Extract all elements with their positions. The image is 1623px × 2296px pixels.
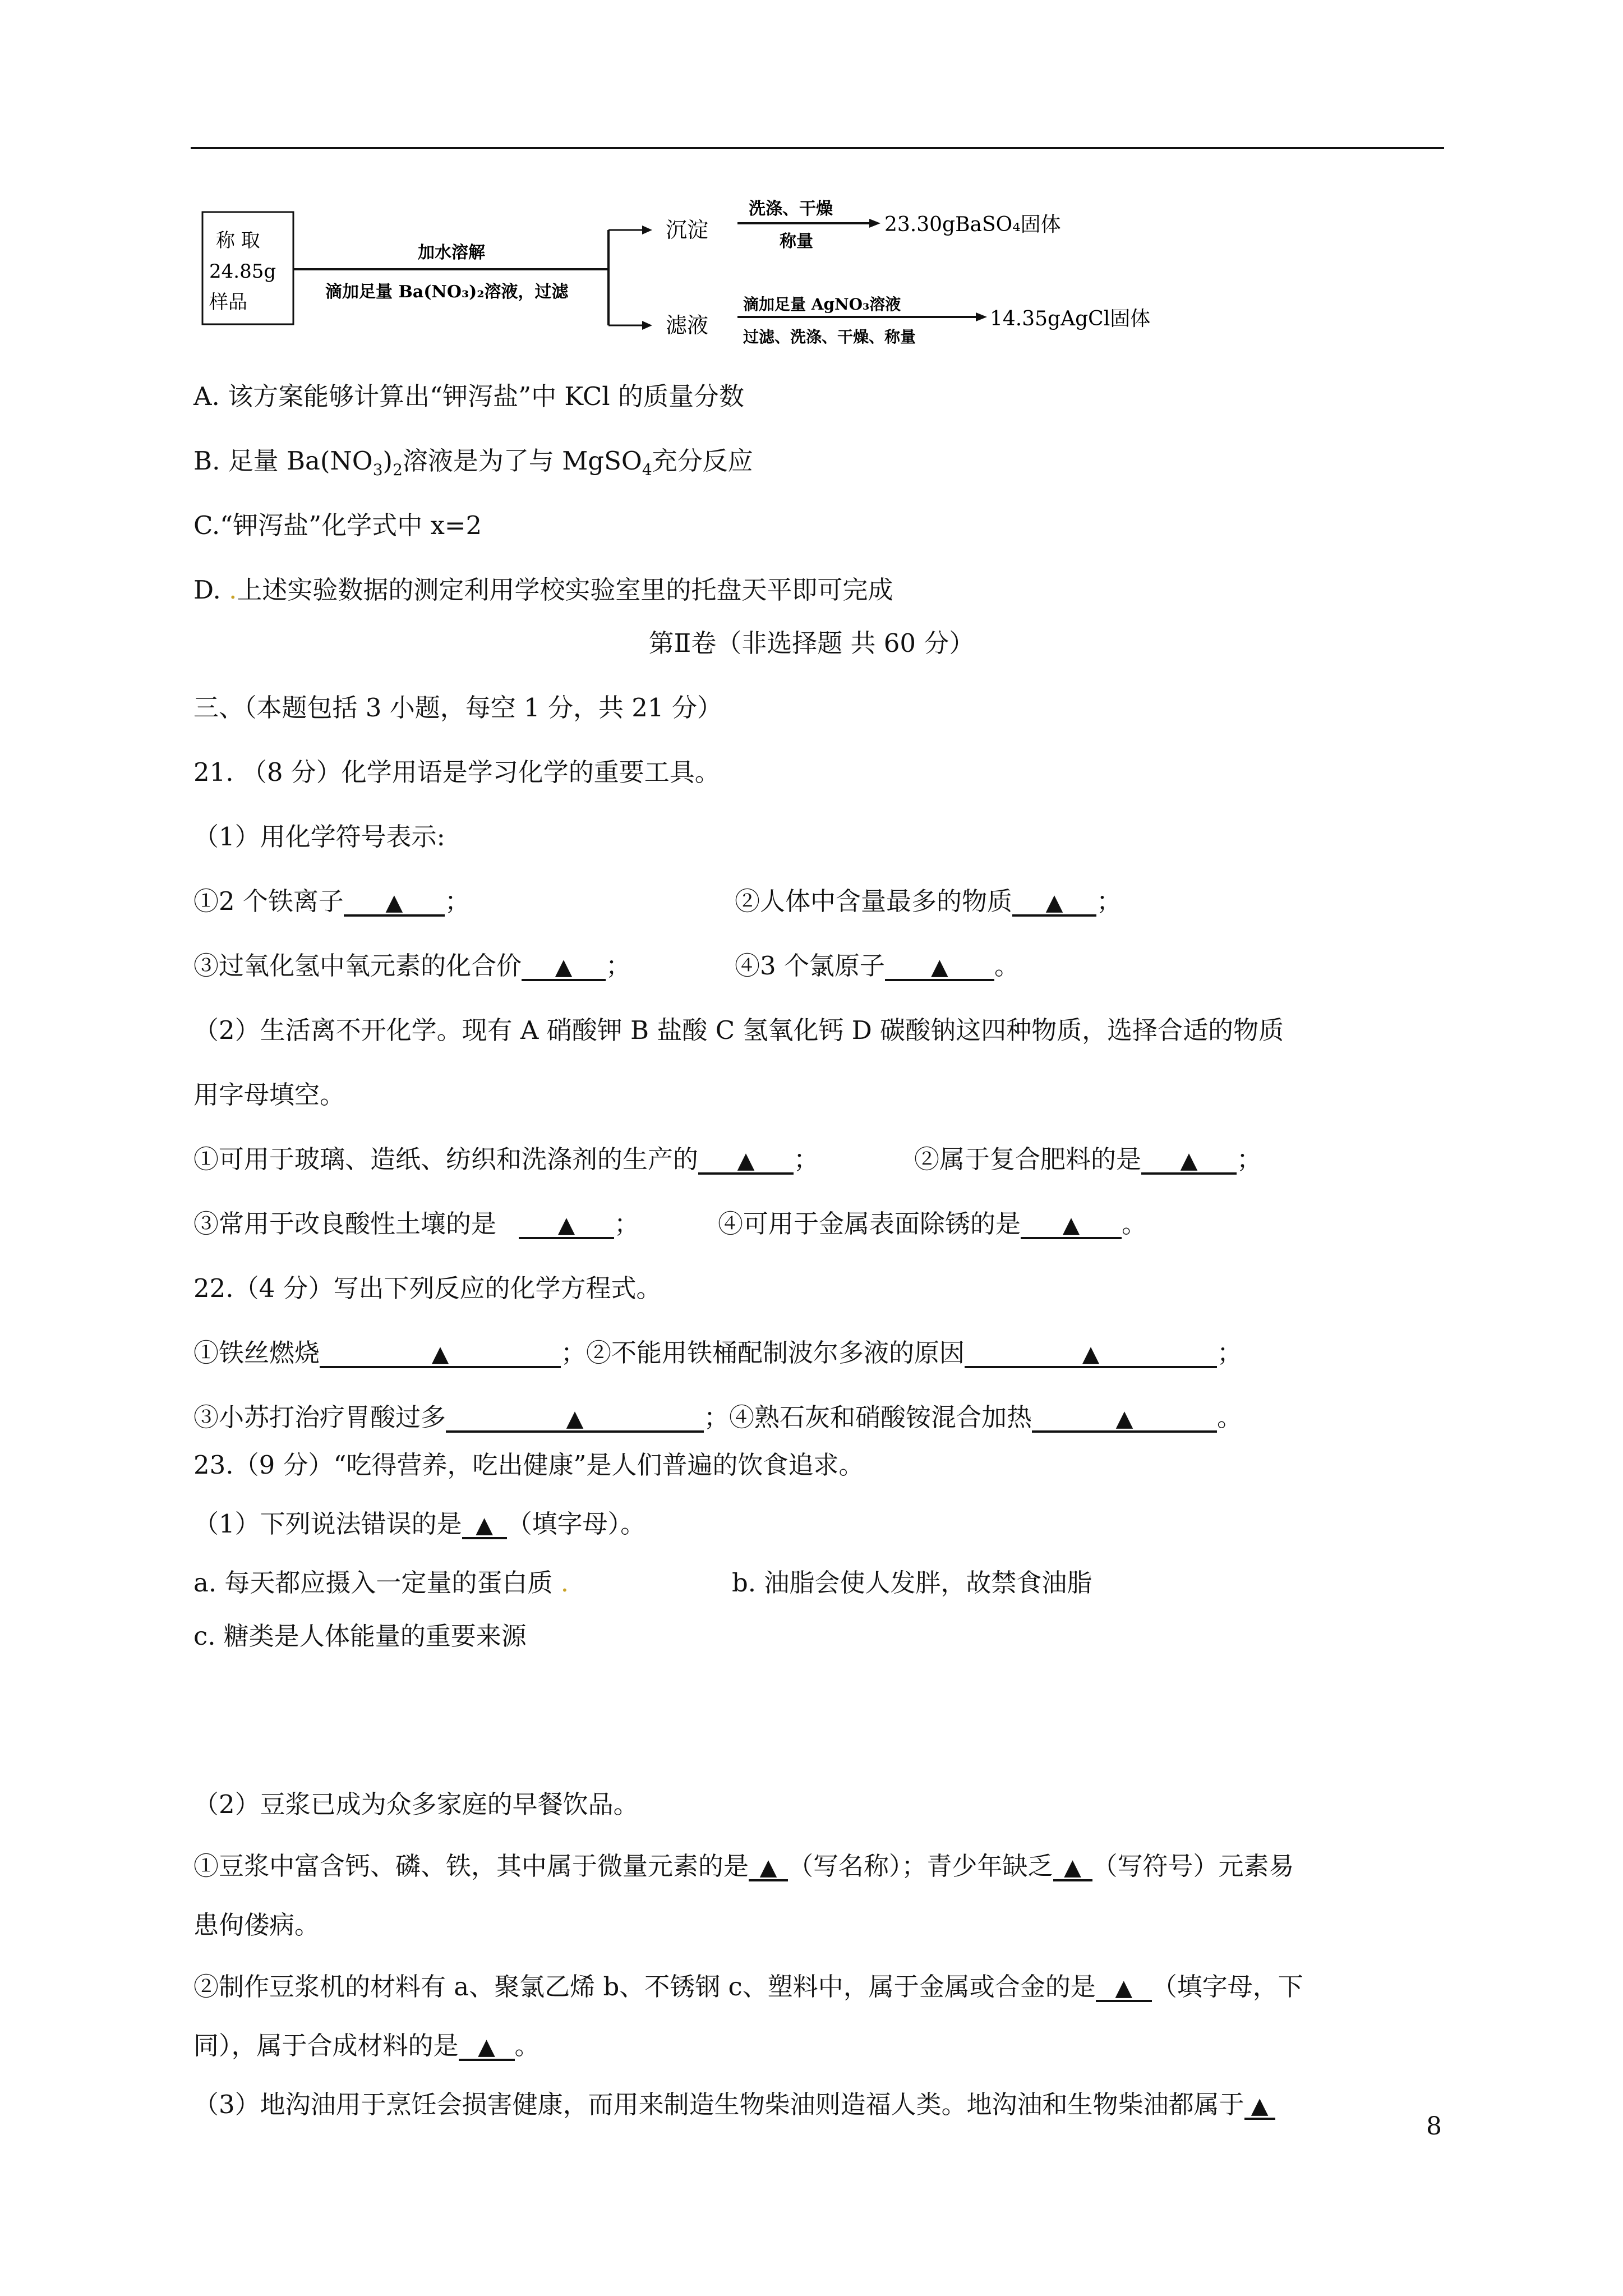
q21-2-line1: （2）生活离不开化学。现有 A 硝酸钾 B 盐酸 C 氢氧化钙 D 碳酸钠这四种物质，选择合适的物质 (193, 1015, 1284, 1045)
answer-blank[interactable]: ▲ (965, 1340, 1217, 1368)
branch1-bottom: 称量 (780, 232, 813, 251)
option-b: B. 足量 $Ba(NO_3)_2$溶液是为了与 MgSO$_4$充分反应 (193, 446, 753, 479)
q21-1-row1-right: ②人体中含量最多的物质 ▲ ； (735, 886, 1122, 916)
q21-1-row2-right: ④3 个氯原子 ▲ 。 (735, 951, 1020, 981)
q23-part-1: （1）下列说法错误的是 ▲ （填字母）。 (193, 1509, 646, 1539)
question-21-part-1: （1）用化学符号表示: (193, 822, 445, 852)
q21-2-line2: 用字母填空。 (193, 1080, 345, 1110)
answer-blank[interactable]: ▲ (462, 1511, 507, 1539)
option-d: D. .上述实验数据的测定利用学校实验室里的托盘天平即可完成 (193, 575, 893, 605)
q21-2-row2-right: ④可用于金属表面除锈的是 ▲ 。 (718, 1209, 1147, 1239)
q23-1-option-c: c. 糖类是人体能量的重要来源 (193, 1621, 527, 1651)
q21-1-row2: ③过氧化氢中氧元素的化合价 ▲ ； (193, 951, 631, 981)
experiment-flowchart (193, 185, 1203, 365)
box-line-2: 24.85g (209, 260, 276, 283)
header-rule (191, 147, 1444, 149)
answer-blank[interactable]: ▲ (1053, 1853, 1092, 1881)
answer-blank[interactable]: ▲ (320, 1340, 561, 1368)
box-line-1: 称 取 (216, 229, 260, 252)
section-three-heading: 三、（本题包括 3 小题，每空 1 分，共 21 分） (193, 693, 722, 723)
branch1-top: 洗涤、干燥 (749, 199, 833, 219)
answer-blank[interactable]: ▲ (344, 888, 445, 917)
branch2-top: 滴加足量 AgNO₃溶液 (743, 295, 901, 314)
answer-blank[interactable]: ▲ (519, 1211, 614, 1239)
q23-part-2: （2）豆浆已成为众多家庭的早餐饮品。 (193, 1789, 639, 1819)
q23-2-item1-line2: 患佝偻病。 (193, 1910, 320, 1940)
q23-1-option-a: a. 每天都应摄入一定量的蛋白质 . (193, 1568, 569, 1598)
q22-row1: ①铁丝燃烧 ▲ ；②不能用铁桶配制波尔多液的原因 ▲ ； (193, 1338, 1243, 1368)
q23-1-option-b: b. 油脂会使人发胖，故禁食油脂 (732, 1568, 1092, 1598)
option-a: A. 该方案能够计算出“钾泻盐”中 KCl 的质量分数 (193, 381, 744, 411)
answer-blank[interactable]: ▲ (749, 1853, 788, 1881)
q23-2-item2-line2: 同），属于合成材料的是 ▲ 。 (193, 2031, 540, 2060)
q23-part-3: （3）地沟油用于烹饪会损害健康，而用来制造生物柴油则造福人类。地沟油和生物柴油都属于 ▲ (193, 2090, 1275, 2120)
main-arrow-top: 加水溶解 (418, 243, 485, 263)
answer-blank[interactable]: ▲ (1244, 2091, 1275, 2120)
answer-blank[interactable]: ▲ (1141, 1146, 1237, 1175)
q22-row2: ③小苏打治疗胃酸过多 ▲ ；④熟石灰和硝酸铵混合加热 ▲ 。 (193, 1402, 1243, 1432)
branch1-result: 23.30gBaSO₄固体 (884, 213, 1061, 236)
answer-blank[interactable]: ▲ (698, 1146, 794, 1175)
q21-2-row2: ③常用于改良酸性土壤的是 ▲ ； (193, 1209, 640, 1239)
answer-blank[interactable]: ▲ (1012, 888, 1096, 917)
answer-blank[interactable]: ▲ (522, 953, 606, 981)
box-line-3: 样品 (209, 291, 247, 314)
answer-blank[interactable]: ▲ (446, 1404, 704, 1433)
question-22: 22.（4 分）写出下列反应的化学方程式。 (193, 1273, 662, 1303)
branch2-result: 14.35gAgCl固体 (990, 307, 1151, 330)
answer-blank[interactable]: ▲ (1021, 1211, 1122, 1239)
part2-title: 第Ⅱ卷（非选择题 共 60 分） (648, 628, 975, 658)
q23-2-item2: ②制作豆浆机的材料有 a、聚氯乙烯 b、不锈钢 c、塑料中，属于金属或合金的是 ▲ （填字母，下 (193, 1972, 1303, 2001)
q21-2-row1-right: ②属于复合肥料的是 ▲ ； (914, 1144, 1262, 1174)
main-arrow-bottom: 滴加足量 Ba(NO₃)₂溶液，过滤 (325, 282, 569, 302)
question-21: 21. （8 分）化学用语是学习化学的重要工具。 (193, 757, 720, 787)
page-number: 8 (1426, 2112, 1442, 2141)
q21-2-row1: ①可用于玻璃、造纸、纺织和洗涤剂的生产的 ▲ ； (193, 1144, 819, 1174)
q23-2-item1: ①豆浆中富含钙、磷、铁，其中属于微量元素的是 ▲ （写名称）；青少年缺乏 ▲ （写符号）元素易 (193, 1851, 1294, 1881)
q21-1-row1: ①2 个铁离子 ▲ ； (193, 886, 470, 916)
question-23: 23.（9 分）“吃得营养，吃出健康”是人们普遍的饮食追求。 (193, 1450, 864, 1480)
branch2-label: 滤液 (666, 313, 709, 338)
branch2-bottom: 过滤、洗涤、干燥、称量 (743, 328, 916, 346)
answer-blank[interactable]: ▲ (885, 953, 994, 981)
answer-blank[interactable]: ▲ (459, 2032, 515, 2061)
branch1-label: 沉淀 (666, 218, 709, 242)
answer-blank[interactable]: ▲ (1032, 1404, 1217, 1433)
option-c: C.“钾泻盐”化学式中 x=2 (193, 510, 482, 540)
answer-blank[interactable]: ▲ (1096, 1973, 1152, 2002)
